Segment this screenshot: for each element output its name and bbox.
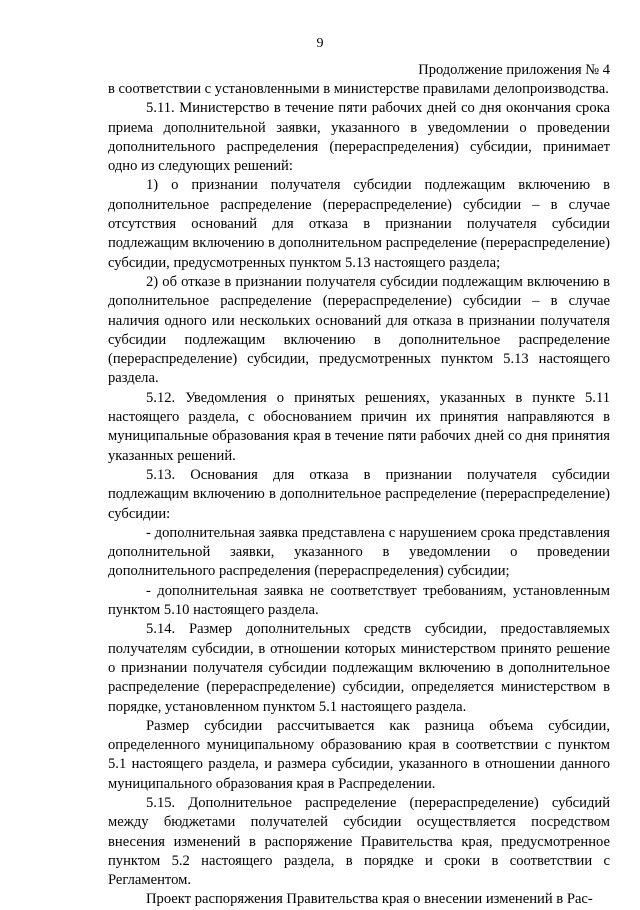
paragraph-5-15-continued: Проект распоряжения Правительства края о внесении изменений в Рас- bbox=[146, 891, 593, 908]
document-body bbox=[108, 80, 610, 910]
paragraph-5-12: 5.12. Уведомления о принятых решениях, указанных в пункте 5.11 настоящего раздела, с обоснованием причин их принятия направляются в муниципальные образования края в течение пяти рабочих дней со дня принятия указанных решений. bbox=[108, 389, 610, 464]
paragraph-5-13-item-2: - дополнительная заявка не соответствует требованиям, установленным пунктом 5.10 настоящего раздела. bbox=[108, 582, 610, 619]
paragraph-continued: в соответствии с установленными в министерстве правилами делопроизводства. bbox=[108, 81, 609, 97]
paragraph-5-11-item-2: 2) об отказе в признании получателя субсидии подлежащим включению в дополнительное распределение (перераспределение) субсидии – в случае наличия одного или нескольких оснований для отказа в признании получателя субсидии подлежащим включению в дополнительное распределение (перераспределение) субсидии, предусмотренных пунктом 5.13 настоящего раздела. bbox=[108, 273, 610, 387]
page-number: 9 bbox=[316, 36, 324, 51]
paragraph-5-11-item-1: 1) о признании получателя субсидии подлежащим включению в дополнительное распределение (перераспределение) субсидии – в случае отсутствия оснований для отказа в признании получателя субсидии подлежащим включению в дополнительном распределение (перераспределение) субсидии, предусмотренных пунктом 5.13 настоящего раздела; bbox=[108, 177, 610, 271]
appendix-continuation-header: Продолжение приложения № 4 bbox=[418, 62, 610, 78]
paragraph-5-13: 5.13. Основания для отказа в признании получателя субсидии подлежащим включению в дополнительное распределение (перераспределение) субсидии: bbox=[108, 466, 610, 522]
paragraph-5-13-item-1: - дополнительная заявка представлена с нарушением срока представления дополнительной заявки, указанного в уведомлении о проведении дополнительного распределения (перераспределения) субсидии; bbox=[108, 524, 610, 580]
paragraph-5-14: 5.14. Размер дополнительных средств субсидии, предоставляемых получателям субсидии, в отношении которых министерством принято решение о признании получателя субсидии подлежащим включению в дополнительное распределение (перераспределение) субсидии, определяется министерством в порядке, установленном пунктом 5.1 настоящего раздела. bbox=[108, 621, 610, 715]
paragraph-5-15: 5.15. Дополнительное распределение (перераспределение) субсидий между бюджетами получателей субсидии осуществляется посредством внесения изменений в распоряжение Правительства края, предусмотренное пунктом 5.2 настоящего раздела, в порядке и сроки в соответствии с Регламентом. bbox=[108, 794, 610, 889]
paragraph-5-14-continued: Размер субсидии рассчитывается как разница объема субсидии, определенного муниципальному образованию края в соответствии с пунктом 5.1 настоящего раздела, и размера субсидии, указанного в отношении данного муниципального образования края в Распределении. bbox=[108, 717, 610, 792]
paragraph-5-11: 5.11. Министерство в течение пяти рабочих дней со дня окончания срока приема дополнительной заявки, указанного в уведомлении о проведении дополнительного распределения (перераспределения) субсидии, принимает одно из следующих решений: bbox=[108, 100, 610, 175]
